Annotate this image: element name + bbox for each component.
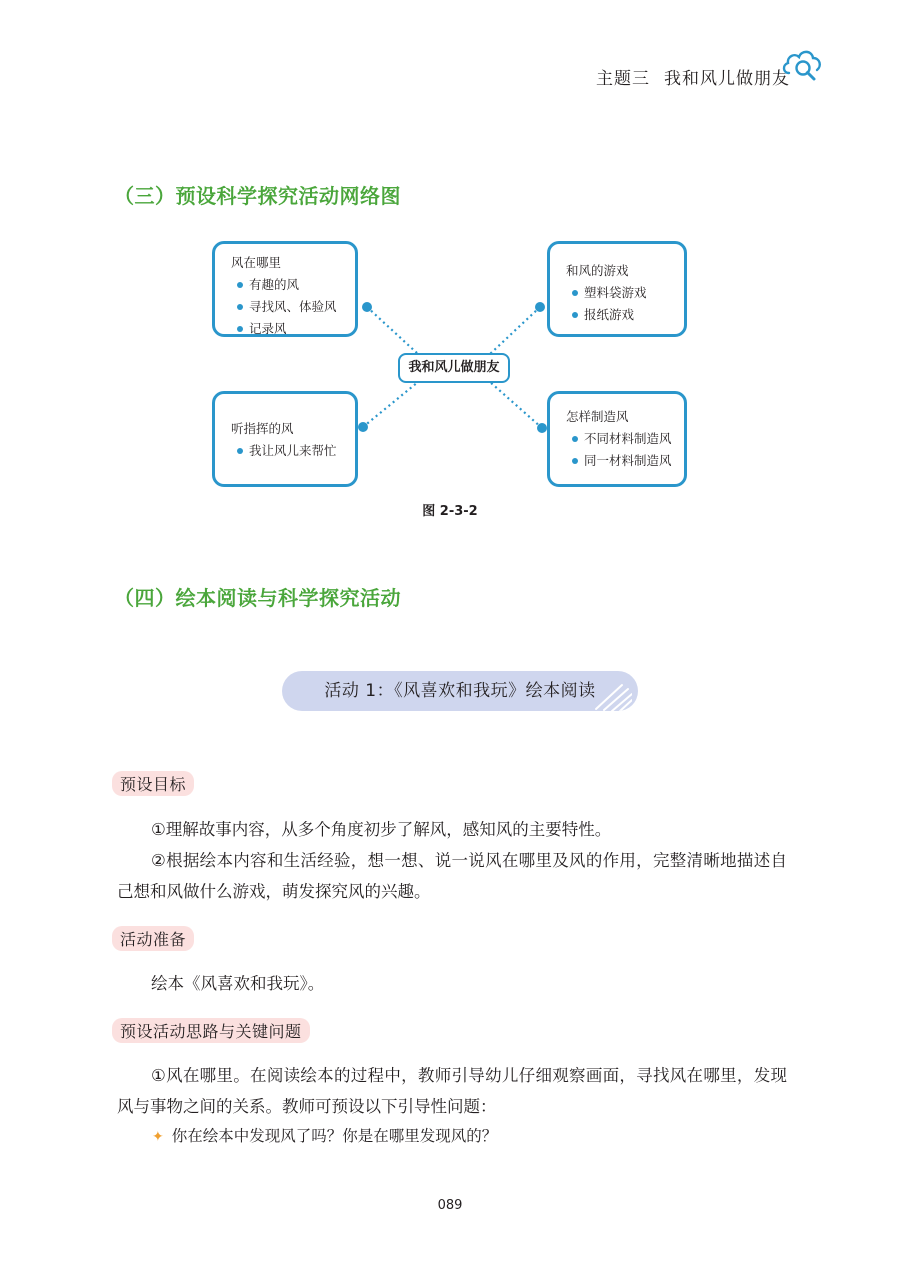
mindmap-item: 有趣的风 <box>233 274 343 296</box>
activity-idea-item: ①风在哪里。在阅读绘本的过程中，教师引导幼儿仔细观察画面，寻找风在哪里，发现风与事物之间的关系。教师可预设以下引导性问题： <box>117 1066 787 1116</box>
guiding-question-text: 你在绘本中发现风了吗？你是在哪里发现风的？ <box>171 1127 498 1145</box>
banner-stripes-decoration <box>582 671 632 711</box>
connector-dot <box>537 423 547 433</box>
star-bullet-icon: ✦ <box>152 1129 164 1145</box>
connector-dot <box>535 302 545 312</box>
connector-dot <box>358 422 368 432</box>
preparation-text: 绘本《风喜欢和我玩》。 <box>151 974 325 993</box>
mindmap-box-title: 怎样制造风 <box>566 409 629 424</box>
mindmap-item: 报纸游戏 <box>568 304 672 326</box>
goal-item: ②根据绘本内容和生活经验，想一想、说一说风在哪里及风的作用，完整清晰地描述自己想和风做什么游戏，萌发探究风的兴趣。 <box>117 851 787 901</box>
section-title-network: （三）预设科学探究活动网络图 <box>114 184 401 208</box>
section-title-reading: （四）绘本阅读与科学探究活动 <box>114 586 401 610</box>
mindmap-item: 记录风 <box>233 318 343 340</box>
running-head <box>596 64 790 89</box>
mindmap-box-make-wind <box>547 391 687 487</box>
guiding-question <box>152 1124 497 1146</box>
mindmap-box-wind-games <box>547 241 687 337</box>
mindmap-item: 塑料袋游戏 <box>568 282 672 304</box>
mindmap-box-title: 听指挥的风 <box>231 421 294 436</box>
mindmap-box-title: 风在哪里 <box>231 255 282 270</box>
mindmap-box-obedient-wind <box>212 391 358 487</box>
connector-dot <box>362 302 372 312</box>
label-preparation: 活动准备 <box>112 926 194 951</box>
label-goals: 预设目标 <box>112 771 194 796</box>
figure-caption: 图 2-3-2 <box>422 504 478 519</box>
chapter-label: 主题三 <box>596 69 650 89</box>
mindmap-item: 不同材料制造风 <box>568 428 672 450</box>
mindmap-box-title: 和风的游戏 <box>566 263 629 278</box>
goal-item: ①理解故事内容，从多个角度初步了解风，感知风的主要特性。 <box>151 820 612 839</box>
activity-banner-label: 活动 1：《风喜欢和我玩》绘本阅读 <box>324 681 596 701</box>
mindmap-item: 同一材料制造风 <box>568 450 672 472</box>
mindmap-box-where-is-wind <box>212 241 358 337</box>
page-number: 089 <box>437 1198 463 1213</box>
label-activity-ideas: 预设活动思路与关键问题 <box>112 1018 310 1043</box>
activity-banner <box>282 671 638 711</box>
cloud-search-icon <box>780 44 824 84</box>
chapter-title: 我和风儿做朋友 <box>664 69 790 89</box>
mindmap-item: 寻找风、体验风 <box>233 296 343 318</box>
mindmap-item: 我让风儿来帮忙 <box>233 440 343 462</box>
mindmap-center-node: 我和风儿做朋友 <box>398 353 510 383</box>
